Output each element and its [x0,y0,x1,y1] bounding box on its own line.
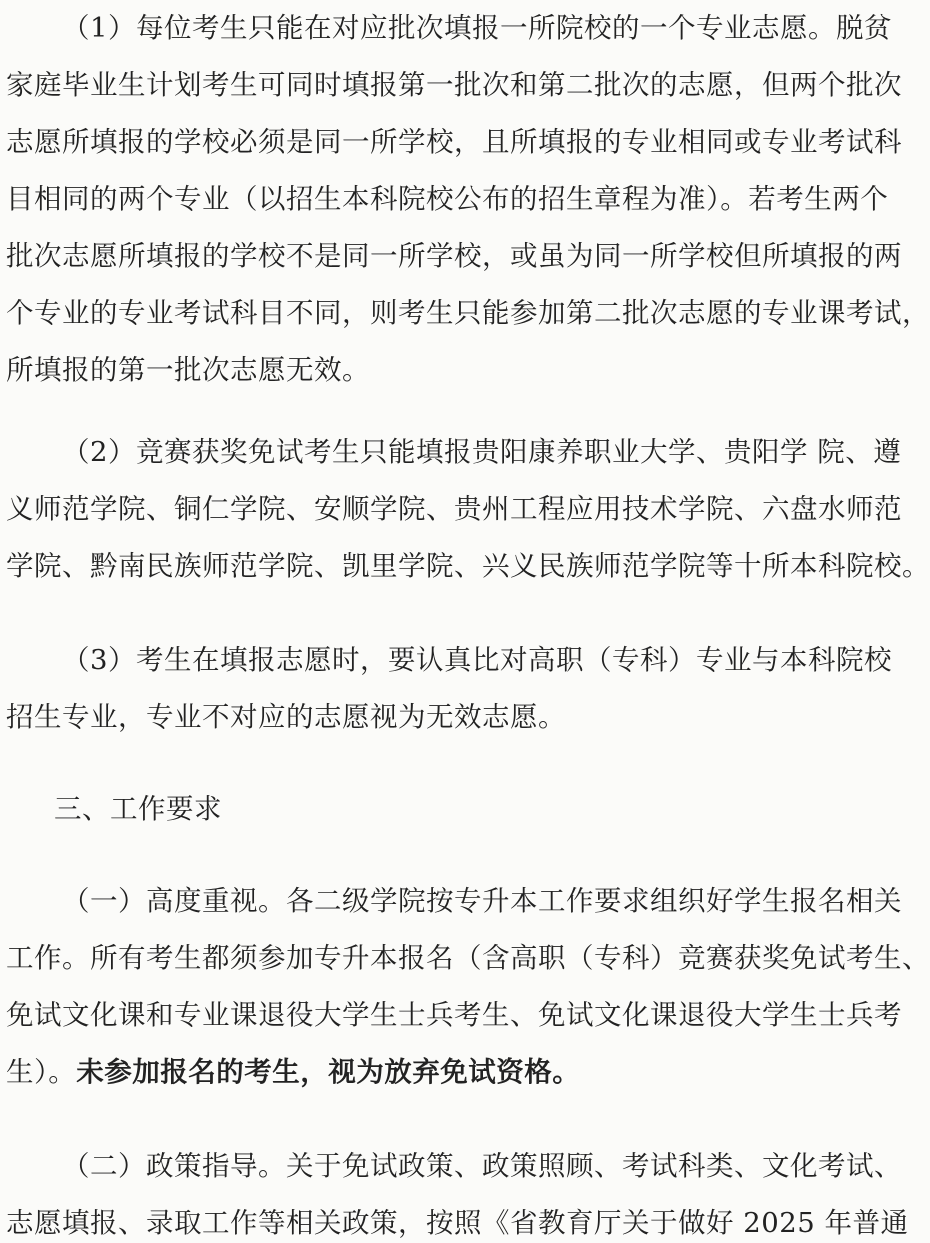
text-line: 所填报的第一批次志愿无效。 [6,354,370,386]
section-heading-text: 三、工作要求 [54,793,222,825]
text-line: （1）每位考生只能在对应批次填报一所院校的一个专业志愿。脱贫 [62,12,892,44]
text-line: 志愿所填报的学校必须是同一所学校，且所填报的专业相同或专业考试科 [6,126,902,158]
text-normal-segment: 生）。 [6,1056,77,1088]
text-line: 学院、黔南民族师范学院、凯里学院、兴义民族师范学院等十所本科院校。 [6,550,930,582]
text-line: 个专业的专业考试科目不同，则考生只能参加第二批次志愿的专业课考试， [6,297,930,329]
text-line: 家庭毕业生计划考生可同时填报第一批次和第二批次的志愿，但两个批次 [6,69,902,101]
text-line: （2）竞赛获奖免试考生只能填报贵阳康养职业大学、贵阳学 院、遵 [62,436,902,468]
text-line: 工作。所有考生都须参加专升本报名（含高职（专科）竞赛获奖免试考生、 [6,942,930,974]
text-line: 义师范学院、铜仁学院、安顺学院、贵州工程应用技术学院、六盘水师范 [6,493,902,525]
text-line: 批次志愿所填报的学校不是同一所学校，或虽为同一所学校但所填报的两 [6,240,902,272]
text-line: 免试文化课和专业课退役大学生士兵考生、免试文化课退役大学生士兵考 [6,999,902,1031]
bold-emphasis-text: 未参加报名的考生，视为放弃免试资格。 [76,1056,581,1088]
text-line: 招生专业，专业不对应的志愿视为无效志愿。 [6,701,566,733]
text-line: （二）政策指导。关于免试政策、政策照顾、考试科类、文化考试、 [62,1150,902,1182]
text-line: （一）高度重视。各二级学院按专升本工作要求组织好学生报名相关 [62,885,902,917]
text-line: （3）考生在填报志愿时，要认真比对高职（专科）专业与本科院校 [62,644,892,676]
text-line: 志愿填报、录取工作等相关政策，按照《省教育厅关于做好 2025 年普通 [6,1207,909,1239]
text-line [0,1052,806,1092]
text-line: 目相同的两个专业（以招生本科院校公布的招生章程为准）。若考生两个 [6,183,889,215]
